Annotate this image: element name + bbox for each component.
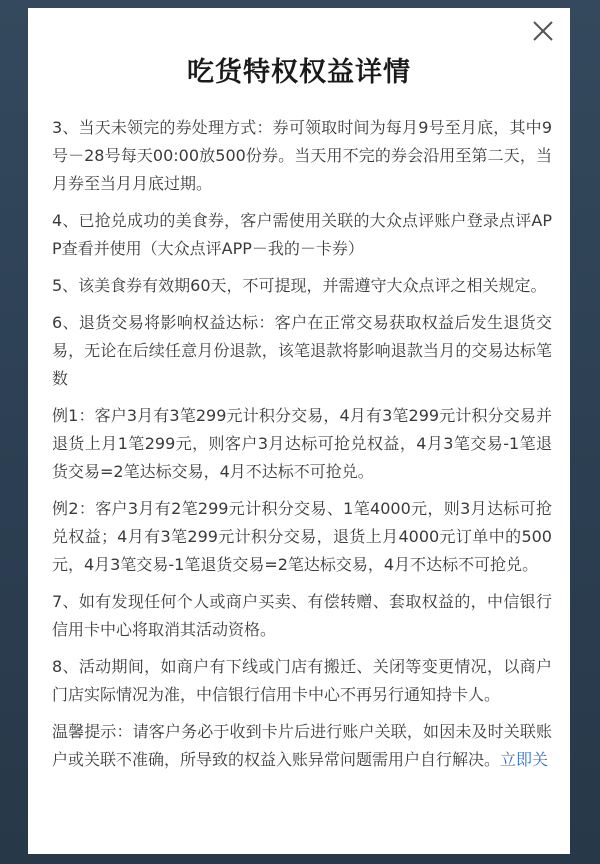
link-now-button[interactable]: 立即关 bbox=[500, 750, 549, 769]
warm-tip bbox=[52, 718, 552, 774]
rule-item-7: 7、如有发现任何个人或商户买卖、有偿转赠、套取权益的，中信银行信用卡中心将取消其活动资格。 bbox=[52, 592, 552, 639]
example-1: 例1：客户3月有3笔299元计积分交易，4月有3笔299元计积分交易并退货上月1笔299元，则客户3月达标可抢兑权益，4月3笔交易-1笔退货交易=2笔达标交易，4月不达标不可抢兑。 bbox=[52, 406, 552, 481]
dialog-title: 吃货特权权益详情 bbox=[187, 57, 411, 88]
close-button[interactable] bbox=[530, 18, 556, 44]
rule-item-4: 4、已抢兑成功的美食券，客户需使用关联的大众点评账户登录点评APP查看并使用（大众点评APP－我的－卡券） bbox=[52, 211, 552, 258]
example-2: 例2：客户3月有2笔299元计积分交易、1笔4000元，则3月达标可抢兑权益；4月有3笔299元计积分交易，退货上月4000元订单中的500元，4月3笔交易-1笔退货交易=2笔达标交易，4月不达标不可抢兑。 bbox=[52, 499, 552, 574]
rule-item-5: 5、该美食券有效期60天，不可提现，并需遵守大众点评之相关规定。 bbox=[52, 276, 547, 295]
warm-tip-text: 温馨提示：请客户务必于收到卡片后进行账户关联，如因未及时关联账户或关联不准确，所导致的权益入账异常问题需用户自行解决。 bbox=[52, 722, 552, 769]
rule-item-3: 3、当天未领完的券处理方式：券可领取时间为每月9号至月底，其中9号－28号每天00:00放500份券。当天用不完的券会沿用至第二天，当月券至当月月底过期。 bbox=[52, 118, 552, 193]
close-icon bbox=[530, 18, 556, 44]
benefit-details-dialog bbox=[28, 8, 570, 854]
rule-item-8: 8、活动期间，如商户有下线或门店有搬迁、关闭等变更情况，以商户门店实际情况为准，中信银行信用卡中心不再另行通知持卡人。 bbox=[52, 657, 552, 704]
rule-item-6: 6、退货交易将影响权益达标：客户在正常交易获取权益后发生退货交易，无论在后续任意月份退款，该笔退款将影响退款当月的交易达标笔数 bbox=[52, 313, 552, 388]
dialog-content bbox=[52, 114, 552, 783]
